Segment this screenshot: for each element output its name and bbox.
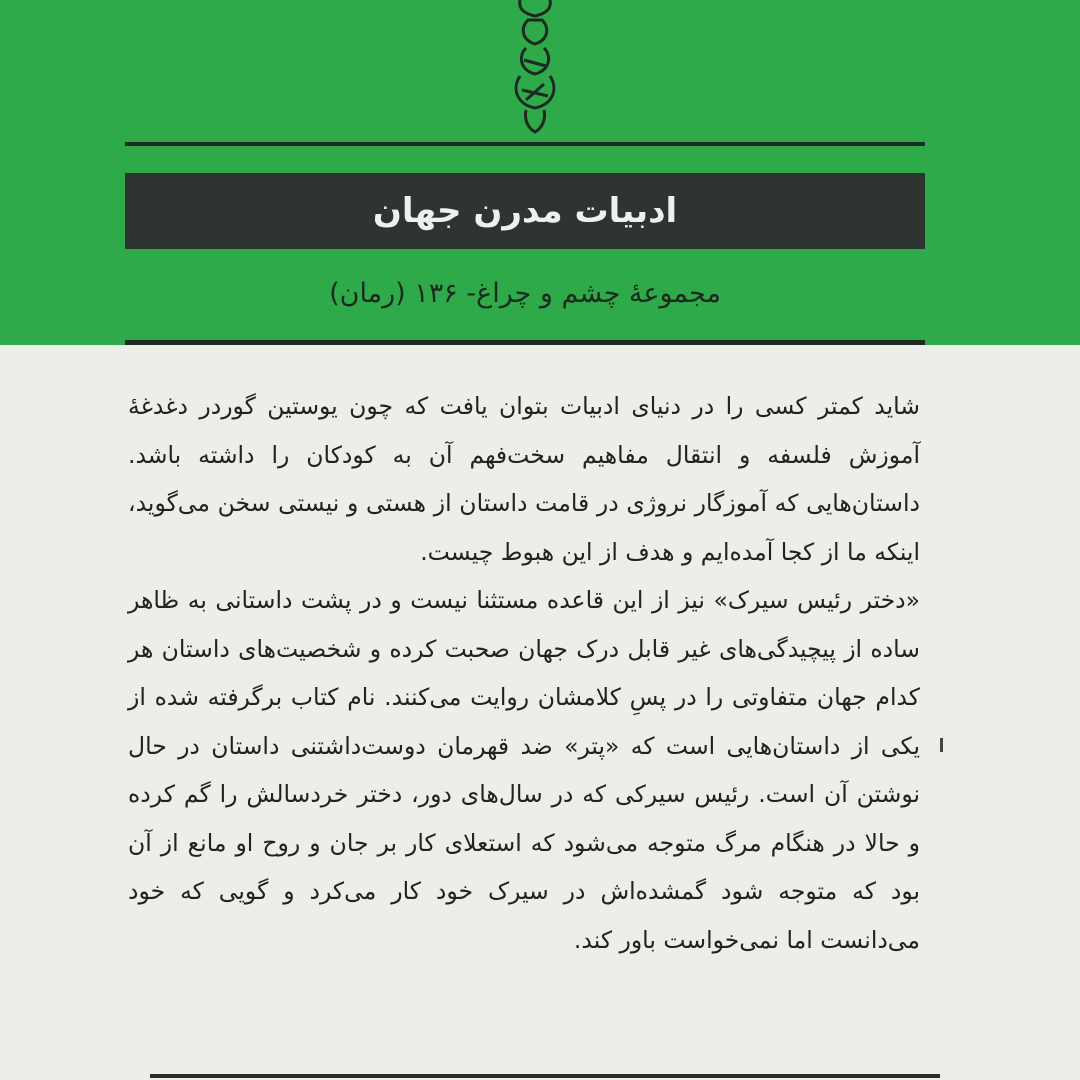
ornament-icon: [490, 0, 580, 135]
top-rule: [125, 142, 925, 146]
collection-label: مجموعهٔ چشم و چراغ- ۱۳۶ (رمان): [329, 278, 721, 309]
margin-mark: [940, 738, 943, 752]
series-title: ادبیات مدرن جهان: [372, 191, 678, 231]
series-banner: [125, 173, 925, 249]
blurb-text: [128, 382, 920, 964]
middle-rule: [125, 340, 925, 345]
bottom-rule: [150, 1074, 940, 1078]
blurb-paragraph: شاید کمتر کسی را در دنیای ادبیات بتوان یافت که چون یوستین گوردر دغدغهٔ آموزش فلسفه و انتقال مفاهیم سخت‌فهم آن به کودکان را داشته باشد. داستان‌هایی که آموزگار نروژی در قامت داستان از هستی و نیستی سخن می‌گوید، اینکه ما از کجا آمده‌ایم و هدف از این هبوط چیست.: [128, 392, 920, 566]
blurb-paragraph: «دختر رئیس سیرک» نیز از این قاعده مستثنا نیست و در پشت داستانی به ظاهر ساده از پیچیدگی‌های غیر قابل درک جهان صحبت کرده و شخصیت‌های داستان هر کدام جهان متفاوتی را در پسِ کلامشان روایت می‌کنند. نام کتاب برگرفته شده از یکی از داستان‌هایی است که «پتر» ضد قهرمان دوست‌داشتنی داستان در حال نوشتن آن است. رئیس سیرکی که در سال‌های دور، دختر خردسالش را گم کرده و حالا در هنگام مرگ متوجه می‌شود که استعلای کار بر جان و روح او مانع از آن بود که متوجه شود گمشده‌اش در سیرک خود کار می‌کرد و گویی که خود می‌دانست اما نمی‌خواست باور کند.: [128, 586, 920, 954]
